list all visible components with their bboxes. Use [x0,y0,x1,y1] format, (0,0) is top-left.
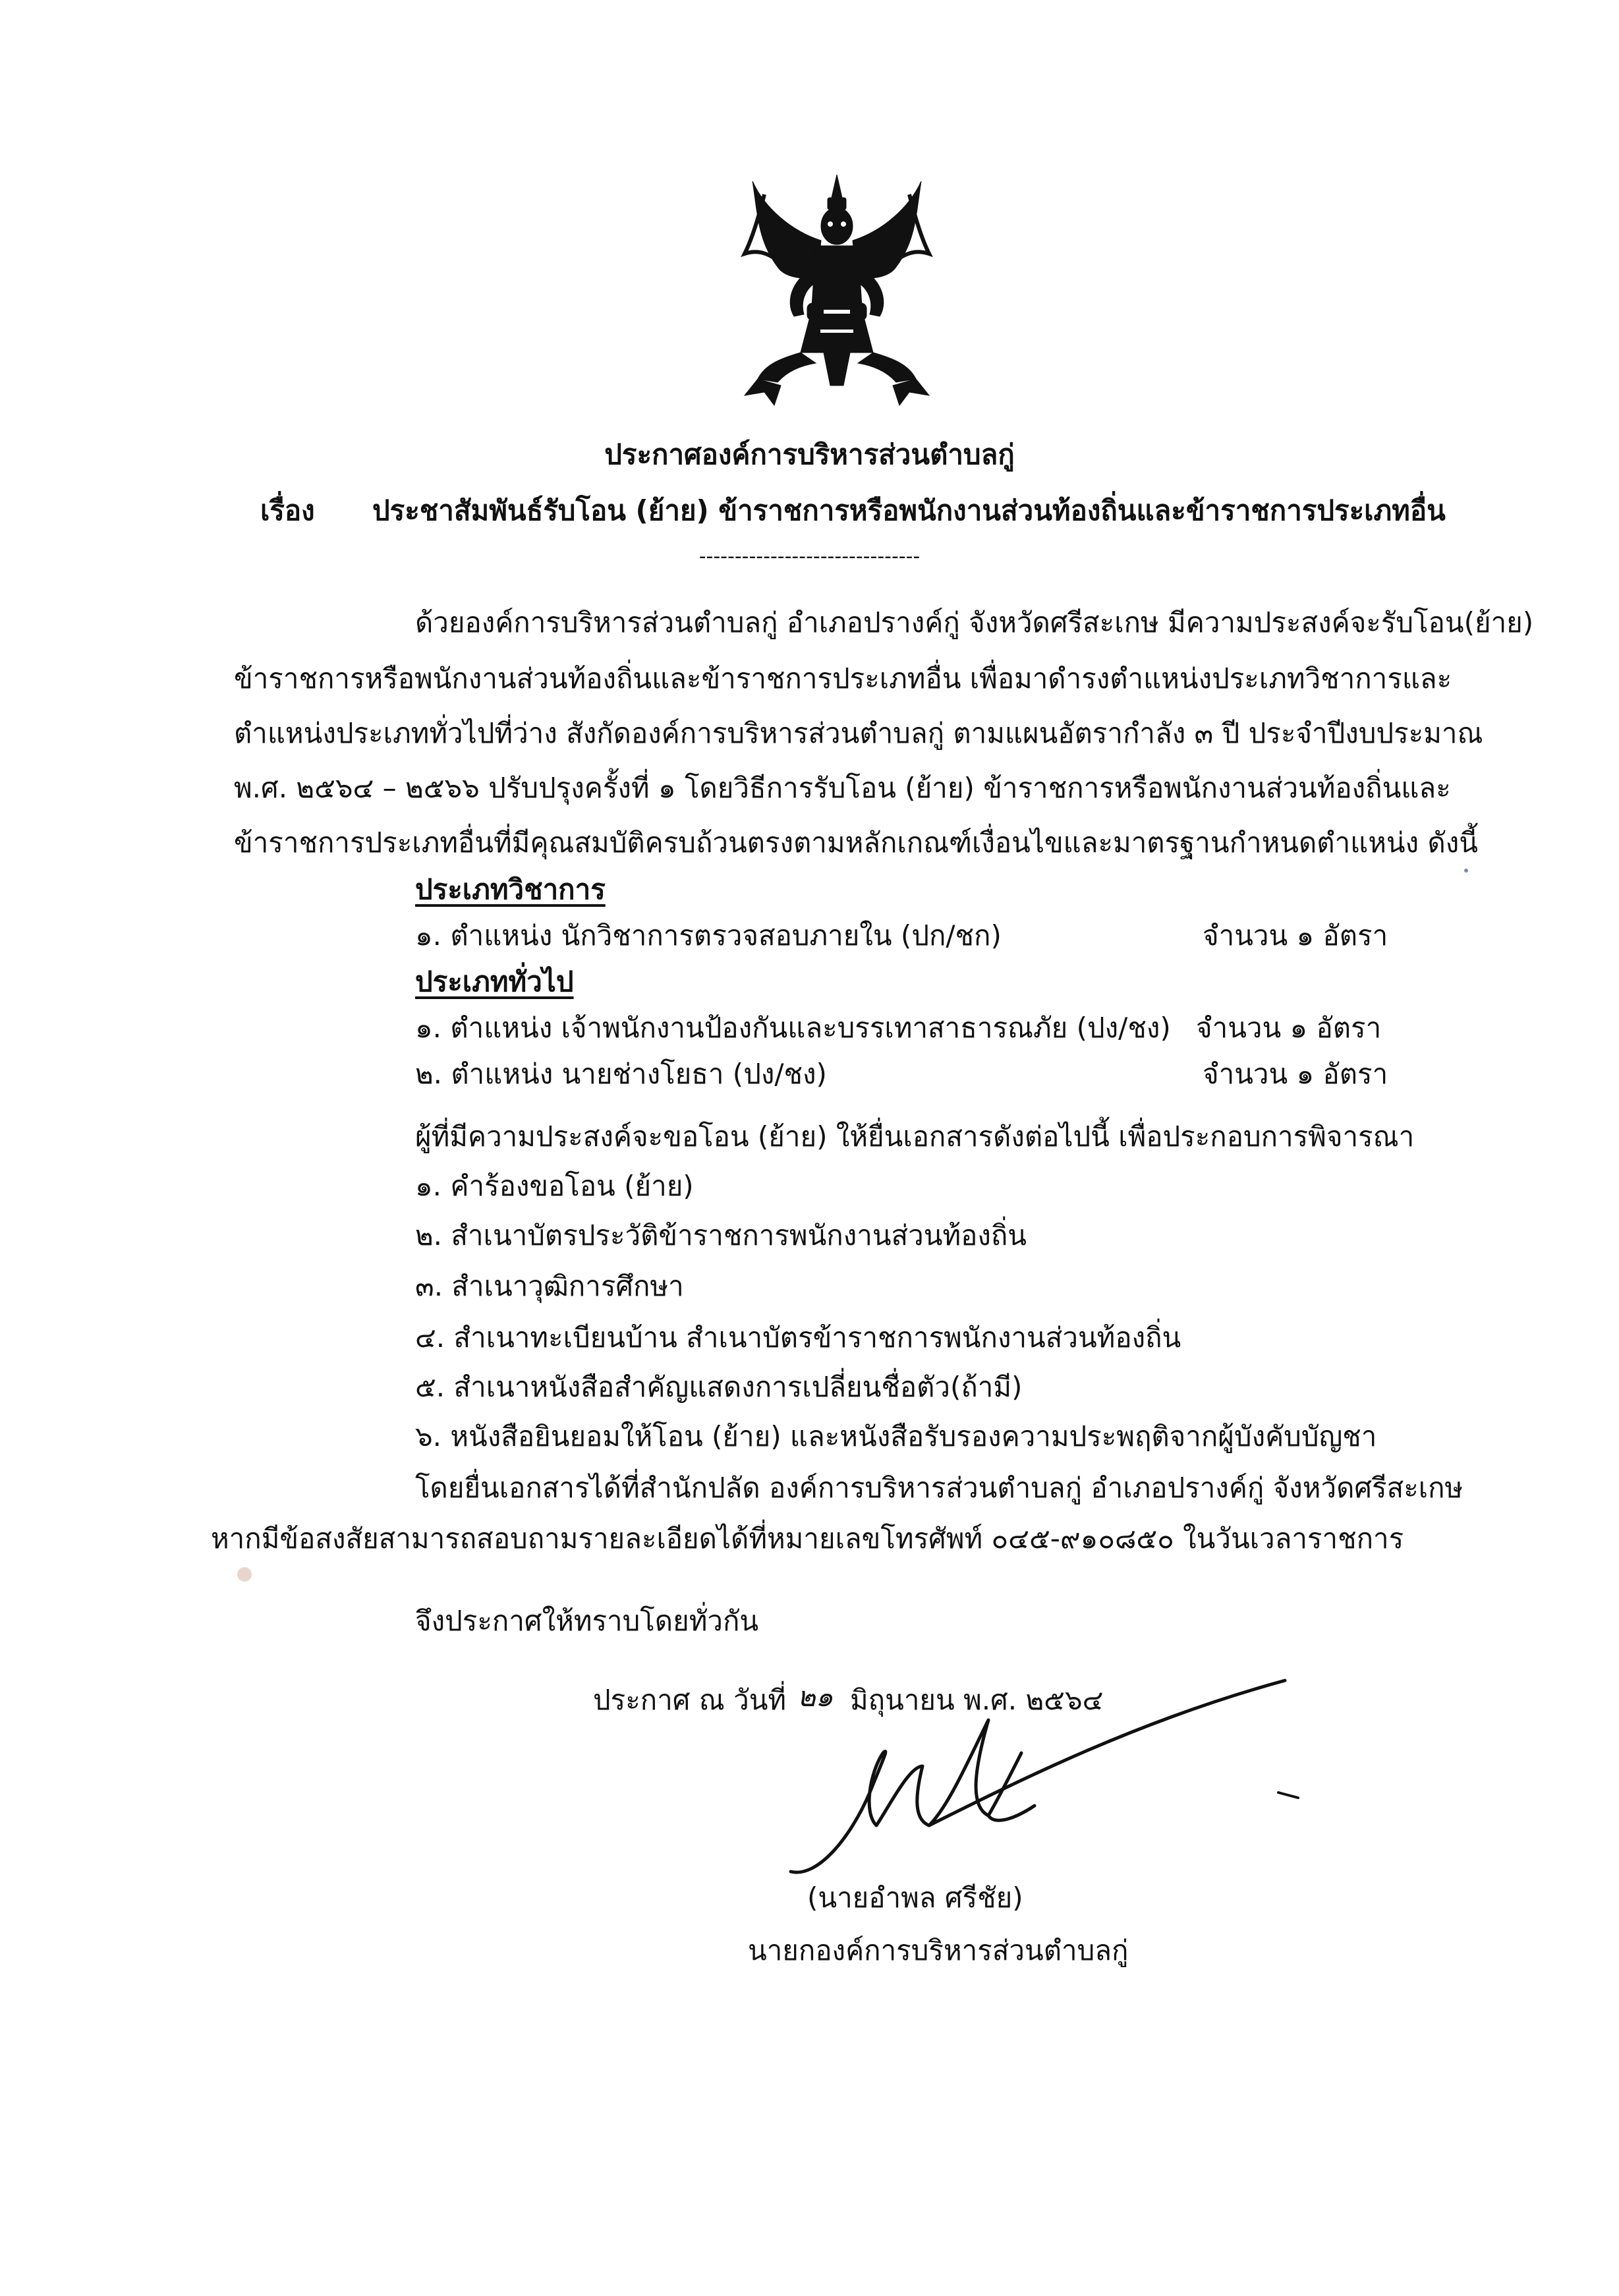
subject-text: ประชาสัมพันธ์รับโอน (ย้าย) ข้าราชการหรือพนักงานส่วนท้องถิ่นและข้าราชการประเภทอื่น [372,494,1446,527]
submission-line-2: หากมีข้อสงสัยสามารถสอบถามรายละเอียดได้ที่หมายเลขโทรศัพท์ ๐๔๕-๙๑๐๘๕๐ ในวันเวลาราชการ [211,1522,1404,1555]
scan-speck [237,1567,252,1582]
submission-line-1: โดยยื่นเอกสารได้ที่สำนักปลัด องค์การบริหารส่วนตำบลกู่ อำเภอปรางค์กู่ จังหวัดศรีสะเกษ [415,1472,1463,1504]
academic-heading: ประเภทวิชาการ [415,873,606,905]
intro-line-3: ตำแหน่งประเภททั่วไปที่ว่าง สังกัดองค์การบริหารส่วนตำบลกู่ ตามแผนอัตรากำลัง ๓ ปี ประจำปีงบประมาณ [234,717,1483,749]
header-divider: ------------------------------- [698,545,921,568]
announcer-title: ประกาศองค์การบริหารส่วนตำบลกู่ [604,438,1015,471]
scan-speck [1464,869,1468,873]
general-heading: ประเภททั่วไป [415,965,574,998]
general-item-1-count: จำนวน ๑ อัตรา [1196,1012,1382,1044]
signatory-title: นายกองค์การบริหารส่วนตำบลกู่ [748,1934,1129,1966]
announcement-date-day: ๒๑ [797,1680,834,1713]
signatory-name: (นายอำพล ศรีชัย) [807,1881,1023,1914]
academic-item-1-count: จำนวน ๑ อัตรา [1203,919,1388,952]
intro-line-2: ข้าราชการหรือพนักงานส่วนท้องถิ่นและข้าราชการประเภทอื่น เพื่อมาดำรงตำแหน่งประเภทวิชาการและ [234,662,1452,695]
signature [771,1674,1311,1891]
garuda-emblem [738,168,936,412]
documents-intro: ผู้ที่มีความประสงค์จะขอโอน (ย้าย) ให้ยื่นเอกสารดังต่อไปนี้ เพื่อประกอบการพิจารณา [415,1120,1415,1153]
document-item-2: ๒. สำเนาบัตรประวัติข้าราชการพนักงานส่วนท้องถิ่น [415,1219,1027,1251]
subject-label: เรื่อง [260,494,315,527]
closing-announce: จึงประกาศให้ทราบโดยทั่วกัน [415,1605,759,1637]
announcement-date-prefix: ประกาศ ณ วันที่ [593,1684,787,1716]
announcement-date-suffix: มิถุนายน พ.ศ. ๒๕๖๔ [850,1684,1104,1716]
intro-line-4: พ.ศ. ๒๕๖๔ – ๒๕๖๖ ปรับปรุงครั้งที่ ๑ โดยวิธีการรับโอน (ย้าย) ข้าราชการหรือพนักงานส่วนท้องถิ่นและ [234,772,1451,804]
document-item-3: ๓. สำเนาวุฒิการศึกษา [415,1270,684,1302]
general-item-2: ๒. ตำแหน่ง นายช่างโยธา (ปง/ชง) [415,1058,827,1090]
document-item-4: ๔. สำเนาทะเบียนบ้าน สำเนาบัตรข้าราชการพนักงานส่วนท้องถิ่น [415,1321,1181,1354]
intro-line-1: ด้วยองค์การบริหารส่วนตำบลกู่ อำเภอปรางค์กู่ จังหวัดศรีสะเกษ มีความประสงค์จะรับโอน(ย้าย) [415,606,1534,639]
general-item-2-count: จำนวน ๑ อัตรา [1203,1058,1388,1090]
general-item-1: ๑. ตำแหน่ง เจ้าพนักงานป้องกันและบรรเทาสาธารณภัย (ปง/ชง) [415,1012,1171,1044]
document-item-6: ๖. หนังสือยินยอมให้โอน (ย้าย) และหนังสือรับรองความประพฤติจากผู้บังคับบัญชา [415,1420,1377,1452]
document-item-1: ๑. คำร้องขอโอน (ย้าย) [415,1170,694,1202]
document-item-5: ๕. สำเนาหนังสือสำคัญแสดงการเปลี่ยนชื่อตัว(ถ้ามี) [415,1371,1023,1403]
intro-line-5: ข้าราชการประเภทอื่นที่มีคุณสมบัติครบถ้วนตรงตามหลักเกณฑ์เงื่อนไขและมาตรฐานกำหนดตำแหน่ง ดังนี้ [234,826,1478,859]
academic-item-1: ๑. ตำแหน่ง นักวิชาการตรวจสอบภายใน (ปก/ชก) [415,919,1002,952]
